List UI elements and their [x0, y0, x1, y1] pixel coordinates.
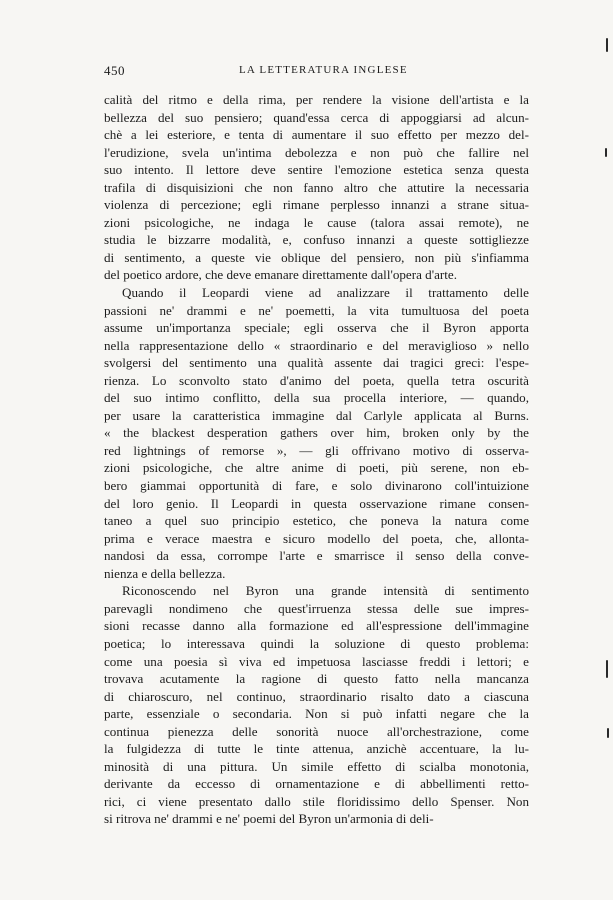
text-line: nandosi da essa, corrompe l'arte e smarrisce il senso della conve- — [104, 548, 529, 564]
paragraph — [104, 582, 529, 828]
text-line: per usare la caratteristica immagine dal Carlyle applicata al Burns. — [104, 407, 529, 423]
text-line: Riconoscendo nel Byron una grande intensità di sentimento — [122, 583, 529, 599]
paragraph — [104, 284, 529, 582]
text-line: continua pienezza delle sonorità nuoce all'orchestrazione, come — [104, 723, 529, 739]
text-line: « the blackest desperation gathers over him, broken only by the — [104, 425, 529, 441]
text-line: del loro genio. Il Leopardi in questa osservazione rimane consen- — [104, 495, 529, 511]
text-line: nella rappresentazione dello « straordinario e del meraviglioso » nello — [104, 337, 529, 353]
text-line: parte, essenziale o secondaria. Non si può infatti negare che la — [104, 706, 529, 722]
text-line: trovava acutamente la ragione di questo fatto nella mancanza — [104, 671, 529, 687]
text-line: violenza di percezione; egli rimane perplesso innanzi a strane situa- — [104, 197, 529, 213]
text-line: studia le bizzarre modalità, e, confuso innanzi a queste sottigliezze — [104, 232, 529, 248]
scan-mark — [607, 728, 609, 738]
text-line: assume un'importanza speciale; egli osserva che il Byron apporta — [104, 320, 529, 336]
text-line: trafila di disquisizioni che non fanno altro che attutire la necessaria — [104, 179, 529, 195]
text-line: taneo a quel suo principio estetico, che poneva la natura come — [104, 513, 529, 529]
text-line: bellezza del suo pensiero; quand'essa cerca di appoggiarsi ad alcun- — [104, 109, 529, 125]
running-title: LA LETTERATURA INGLESE — [239, 64, 408, 76]
text-line: parevagli nondimeno che quest'irruenza stessa delle sue impres- — [104, 600, 529, 616]
text-line: minosità di una pittura. Un simile effetto di scialba monotonia, — [104, 758, 529, 774]
scan-mark — [606, 38, 608, 52]
scan-mark — [606, 660, 608, 678]
running-head — [104, 63, 529, 81]
text-line: l'erudizione, svela un'intima debolezza e non può che fallire nel — [104, 144, 529, 160]
text-line: svolgersi del sentimento una qualità assente dai tragici greci: l'espe- — [104, 355, 529, 371]
page-number: 450 — [104, 63, 125, 78]
text-line: del poetico ardore, che deve emanare direttamente dall'opera d'arte. — [104, 267, 457, 283]
text-line: prima e verace maestra e sicuro modello del poeta, che, allonta- — [104, 530, 529, 546]
text-line: suo intento. Il lettore deve sentire l'emozione estetica senza questa — [104, 162, 529, 178]
text-line: poetica; lo interessava quindi la soluzione di questo problema: — [104, 635, 529, 651]
text-line: derivante da eccesso di ornamentazione e di abbellimenti retto- — [104, 776, 529, 792]
text-line: nienza e della bellezza. — [104, 565, 226, 581]
text-line: passioni ne' drammi e ne' poemetti, la vita tumultuosa del poeta — [104, 302, 529, 318]
text-line: come una poesia sì viva ed impetuosa lasciasse freddi i lettori; e — [104, 653, 529, 669]
text-line: sioni recasse danno alla formazione ed all'espressione dell'immagine — [104, 618, 529, 634]
paragraph — [104, 91, 529, 284]
text-line: rienza. Lo sconvolto stato d'animo del poeta, quella tetra oscurità — [104, 372, 529, 388]
text-line: di sentimento, a queste vie oblique del pensiero, non più s'infiamma — [104, 249, 529, 265]
text-line: rici, ci viene presentato dallo stile floridissimo dello Spenser. Non — [104, 793, 529, 809]
text-line: red lightnings of remorse », — gli offrivano motivo di osserva- — [104, 442, 529, 458]
text-line: calità del ritmo e della rima, per rendere la visione dell'artista e la — [104, 92, 529, 107]
text-line: zioni psicologiche, ne indaga le cause (talora assai remote), ne — [104, 214, 529, 230]
text-line: la fulgidezza di tutte le tinte attenua, anzichè accentuare, la lu- — [104, 741, 529, 757]
text-line: di chiaroscuro, nel continuo, straordinario risalto dato a ciascuna — [104, 688, 529, 704]
text-line: Quando il Leopardi viene ad analizzare il trattamento delle — [122, 285, 529, 301]
text-line: zioni psicologiche, che altre anime di poeti, più serene, non eb- — [104, 460, 529, 476]
text-line: bero giammai opportunità di fare, e solo divinarono coll'intuizione — [104, 478, 529, 494]
scan-mark — [605, 148, 607, 157]
text-line: si ritrova ne' drammi e ne' poemi del Byron un'armonia di deli- — [104, 811, 434, 827]
text-line: chè a lei esteriore, e tenta di aumentare il suo effetto per mezzo del- — [104, 127, 529, 143]
body-text — [104, 91, 529, 828]
text-line: del suo intimo conflitto, della sua procella interiore, — quando, — [104, 390, 529, 406]
